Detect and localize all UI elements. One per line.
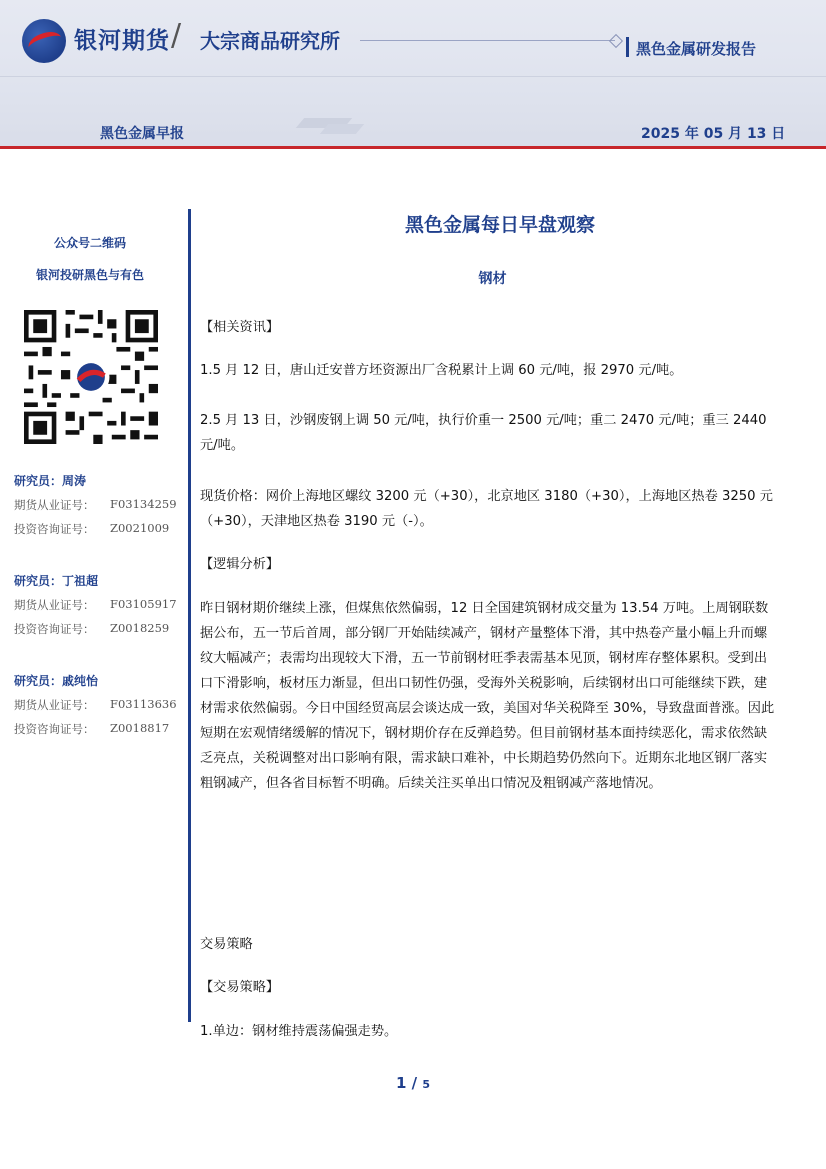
futures-license-row xyxy=(14,497,177,513)
page-separator: / xyxy=(411,1074,418,1092)
brand-name: 银河期货 xyxy=(74,28,170,54)
analyst-name: 研究员：丁祖超 xyxy=(14,574,99,588)
analyst-block xyxy=(14,572,177,637)
consult-license-row xyxy=(14,621,170,637)
spot-prices: 现货价格：网价上海地区螺纹 3200 元（+30），北京地区 3180（+30），上海地区热卷 3250 元（+30），天津地区热卷 3190 元（-）。 xyxy=(200,489,773,529)
page-title: 黑色金属每日早盘观察 xyxy=(404,214,595,236)
news-item: 2.5 月 13 日，沙钢废钢上调 50 元/吨，执行价重一 2500 元/吨；重二 2470 元/吨；重三 2440 元/吨。 xyxy=(200,413,767,453)
page-number xyxy=(0,1074,826,1092)
qr-title: 公众号二维码 xyxy=(53,236,126,250)
decorative-line xyxy=(360,40,615,41)
page-total: 5 xyxy=(422,1078,431,1091)
futures-license-id: F03134259 xyxy=(110,497,177,511)
report-header xyxy=(0,0,826,148)
header-divider xyxy=(0,76,826,77)
report-date: 2025 年 05 月 13 日 xyxy=(641,126,786,142)
section-heading-news: 【相关资讯】 xyxy=(200,320,280,335)
news-item: 1.5 月 12 日，唐山迁安普方坯资源出厂含税累计上调 60 元/吨，报 2970 元/吨。 xyxy=(200,363,683,378)
analyst-name: 研究员：戚纯怡 xyxy=(14,674,99,688)
strategy-label: 交易策略 xyxy=(200,937,253,952)
consult-license-row xyxy=(14,521,170,537)
futures-license-row xyxy=(14,697,177,713)
consult-license-id: Z0018817 xyxy=(110,721,170,735)
consult-license-label: 投资咨询证号： xyxy=(14,622,95,636)
logic-paragraph: 昨日钢材期价继续上涨，但煤焦依然偏弱，12 日全国建筑钢材成交量为 13.54 万吨。上周钢联数据公布，五一节后首周，部分钢厂开始陆续减产，钢材产量整体下滑，其中热卷产量小幅上升而螺纹大幅减产；表需均出现较大下滑，五一节前钢材旺季表需基本见顶，钢材库存整体累积。受到出口下滑影响，板材压力渐显，但出口韧性仍强，受海外关税影响，后续钢材出口可能继续下跌，建材需求依然偏弱。今日中国经贸高层会谈达成一致，美国对华关税降至 30%，导致盘面普涨。因此短期在宏观情绪缓解的情况下，钢材期价存在反弹趋势。但目前钢材基本面持续恶化，需求依然缺乏亮点，关税调整对出口影响有限，需求缺口难补，中长期趋势仍然向下。近期东北地区钢厂落实粗钢减产，但各省目标暂不明确。后续关注买单出口情况及粗钢减产落地情况。 xyxy=(200,601,775,791)
section-subtitle: 钢材 xyxy=(478,271,507,287)
section-heading-logic: 【逻辑分析】 xyxy=(200,557,280,572)
report-type: 黑色金属研发报告 xyxy=(636,40,757,58)
strategy-item: 1.单边：钢材维持震荡偏强走势。 xyxy=(200,1024,398,1039)
analyst-block xyxy=(14,472,177,537)
qr-subtitle: 银河投研黑色与有色 xyxy=(35,268,144,282)
report-series: 黑色金属早报 xyxy=(100,126,184,142)
institute-name: 大宗商品研究所 xyxy=(200,29,340,53)
futures-license-label: 期货从业证号： xyxy=(14,498,95,512)
futures-license-id: F03113636 xyxy=(110,697,177,711)
futures-license-id: F03105917 xyxy=(110,597,177,611)
analyst-block xyxy=(14,672,177,737)
futures-license-label: 期货从业证号： xyxy=(14,598,95,612)
analyst-name: 研究员：周涛 xyxy=(14,474,87,488)
consult-license-label: 投资咨询证号： xyxy=(14,522,95,536)
futures-license-row xyxy=(14,597,177,613)
decorative-diamond xyxy=(609,34,623,48)
brand-separator: / xyxy=(171,18,182,53)
decorative-stripe xyxy=(320,124,364,134)
section-heading-strategy: 【交易策略】 xyxy=(200,980,280,995)
consult-license-id: Z0018259 xyxy=(110,621,170,635)
consult-license-label: 投资咨询证号： xyxy=(14,722,95,736)
consult-license-row xyxy=(14,721,170,737)
consult-license-id: Z0021009 xyxy=(110,521,170,535)
qr-code-icon xyxy=(24,310,158,444)
sidebar-divider xyxy=(188,209,191,1022)
page-current: 1 xyxy=(395,1074,407,1092)
futures-license-label: 期货从业证号： xyxy=(14,698,95,712)
header-red-rule xyxy=(0,146,826,149)
